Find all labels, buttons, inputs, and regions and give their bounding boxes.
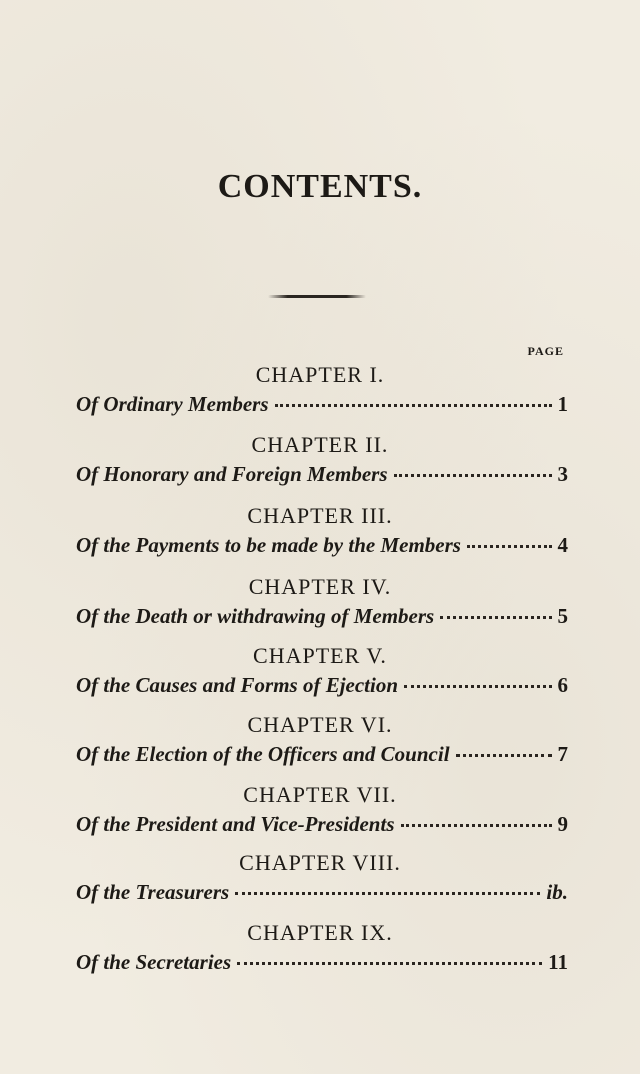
chapter-heading: CHAPTER II. — [251, 432, 389, 457]
entry-page: ib. — [546, 880, 568, 904]
entry-page: 5 — [557, 604, 568, 628]
chapter-heading: CHAPTER V. — [253, 643, 387, 668]
entry-title: Of Ordinary Members — [76, 392, 269, 416]
chapter-heading: CHAPTER I. — [255, 362, 385, 387]
entry-page: 7 — [557, 742, 568, 766]
entry-page: 1 — [557, 392, 568, 416]
page-title: CONTENTS. — [217, 168, 423, 205]
entry-title: Of the Causes and Forms of Ejection — [76, 673, 399, 697]
toc-entry — [76, 392, 568, 417]
chapter-heading: CHAPTER VIII. — [239, 850, 401, 875]
entry-page: 9 — [557, 812, 568, 836]
toc-entry — [76, 880, 568, 905]
entry-page: 6 — [557, 673, 568, 697]
dot-leader — [237, 962, 542, 965]
toc-entry — [76, 462, 568, 487]
entry-page: 11 — [548, 950, 568, 974]
toc-entry — [76, 604, 568, 629]
entry-title: Of Honorary and Foreign Members — [76, 462, 388, 486]
chapter-heading: CHAPTER VI. — [247, 712, 393, 737]
dot-leader — [456, 754, 552, 757]
chapter-heading: CHAPTER VII. — [243, 782, 397, 807]
dot-leader — [235, 892, 540, 895]
dot-leader — [467, 545, 552, 548]
chapter-heading: CHAPTER III. — [247, 503, 393, 528]
entry-page: 4 — [557, 533, 568, 557]
dot-leader — [440, 616, 551, 619]
entry-title: Of the Election of the Officers and Council — [76, 742, 450, 766]
entry-page: 3 — [557, 462, 568, 486]
toc-entry — [76, 950, 568, 975]
toc-entry — [76, 742, 568, 767]
dot-leader — [275, 404, 552, 407]
toc-entry — [76, 812, 568, 837]
chapter-heading: CHAPTER IV. — [248, 574, 392, 599]
toc-entry — [76, 673, 568, 698]
dot-leader — [404, 685, 551, 688]
ornamental-rule — [268, 295, 366, 298]
entry-title: Of the Treasurers — [76, 880, 230, 904]
entry-title: Of the Secretaries — [76, 950, 232, 974]
dot-leader — [401, 824, 552, 827]
entry-title: Of the Payments to be made by the Members — [76, 533, 461, 557]
chapter-heading: CHAPTER IX. — [247, 920, 393, 945]
entry-title: Of the President and Vice-Presidents — [76, 812, 395, 836]
toc-entry — [76, 533, 568, 558]
entry-title: Of the Death or withdrawing of Members — [76, 604, 435, 628]
dot-leader — [394, 474, 552, 477]
page-column-label: PAGE — [527, 344, 564, 358]
